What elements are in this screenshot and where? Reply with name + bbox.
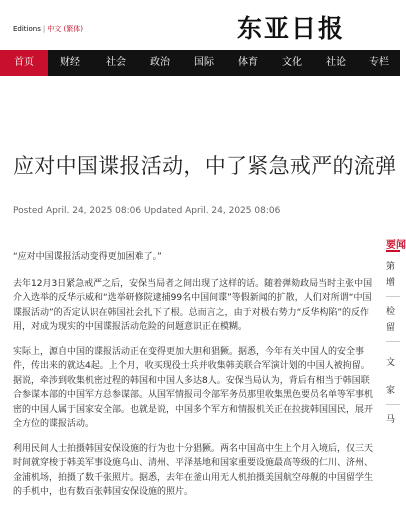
sidebar-news-link[interactable]: 马 — [386, 415, 396, 425]
nav-item-column[interactable]: 专栏 — [369, 57, 389, 68]
separator: | — [42, 25, 46, 33]
article-dateline: Posted April. 24, 2025 08:06 Updated April. 24, 2025 08:06 — [13, 206, 281, 216]
sidebar-heading: 要闻 — [386, 236, 400, 252]
edition-selector[interactable] — [13, 24, 83, 34]
divider — [386, 296, 400, 297]
article-paragraph: “应对中国谍报活动变得更加困难了。” — [13, 252, 162, 262]
article-paragraph: 实际上，源自中国的谍报活动正在变得更加大胆和猖獗。据悉，今年有关中国人的安全事件，传出来的就达4起。上个月，收买现役士兵并收集韩美联合军演计划的中国人被拘留。据说，牵涉到收集机密过程的韩国和中国人多达8人。安保当局认为，背后有相当于韩国联合参谋本部的中国军方总参谋部。从国军情报司令部军务员那里收集黑色要员名单等军事机密的中国人属于国家安全部。也就是说，中国多个军方和情报机关正在拉拢韩国国民，展开全方位的谍报活动。 — [13, 346, 374, 429]
sidebar-news-link[interactable]: 家 — [386, 386, 396, 396]
divider — [386, 404, 400, 405]
edition-language-link[interactable]: 中文 (繁体) — [47, 25, 83, 33]
article-paragraph: 去年12月3日紧急戒严之后，安保当局者之间出现了这样的话。随着弹劾政局当时主张中国介入选举的反华示威和“选举研修院逮捕99名中国间谍”等假新闻的扩散，人们对所谓“中国谍报活动”的否定认识在韩国社会扎下了根。总而言之，由于对极右势力“反华构陷”的反作用，对成为现实的中国谍报活动危险的问题意识正在模糊。 — [13, 278, 373, 332]
site-logo[interactable]: 东亚日报 — [237, 14, 346, 43]
main-nav — [0, 50, 400, 76]
sidebar-news-link[interactable]: 文 — [386, 358, 396, 368]
sidebar-news-link[interactable]: 留 — [386, 323, 396, 333]
sidebar-top-news — [386, 236, 406, 427]
nav-item-economy[interactable]: 财经 — [60, 57, 80, 68]
divider — [386, 341, 400, 342]
sidebar-news-link[interactable]: 检 — [386, 307, 396, 317]
article-headline: 应对中国谍报活动，中了紧急戒严的流弹 — [13, 154, 397, 178]
nav-item-editorial[interactable]: 社论 — [326, 57, 346, 68]
nav-item-politics[interactable]: 政治 — [150, 57, 170, 68]
article-body — [13, 250, 375, 510]
top-bar — [0, 0, 400, 50]
nav-item-culture[interactable]: 文化 — [282, 57, 302, 68]
editions-label: Editions — [13, 25, 41, 33]
nav-item-home[interactable]: 首页 — [0, 50, 48, 76]
article-paragraph: 利用民间人士拍摄韩国安保设施的行为也十分猖獗。两名中国高中生上个月入境后，仅三天时间就穿梭于韩美军事设施乌山、清州、平泽基地和国家重要设施最高等级的仁川、济州、金浦机场，拍摄了数千张照片。据悉，去年在釜山用无人机拍摄美国航空母舰的中国留学生的手机中，也有数百张韩国安保设施的照片。 — [13, 443, 374, 497]
sidebar-news-link[interactable]: 增 — [386, 278, 396, 288]
nav-item-society[interactable]: 社会 — [106, 57, 126, 68]
nav-item-sports[interactable]: 体育 — [238, 57, 258, 68]
sidebar-news-link[interactable]: 第 — [386, 262, 396, 272]
nav-item-international[interactable]: 国际 — [194, 57, 214, 68]
